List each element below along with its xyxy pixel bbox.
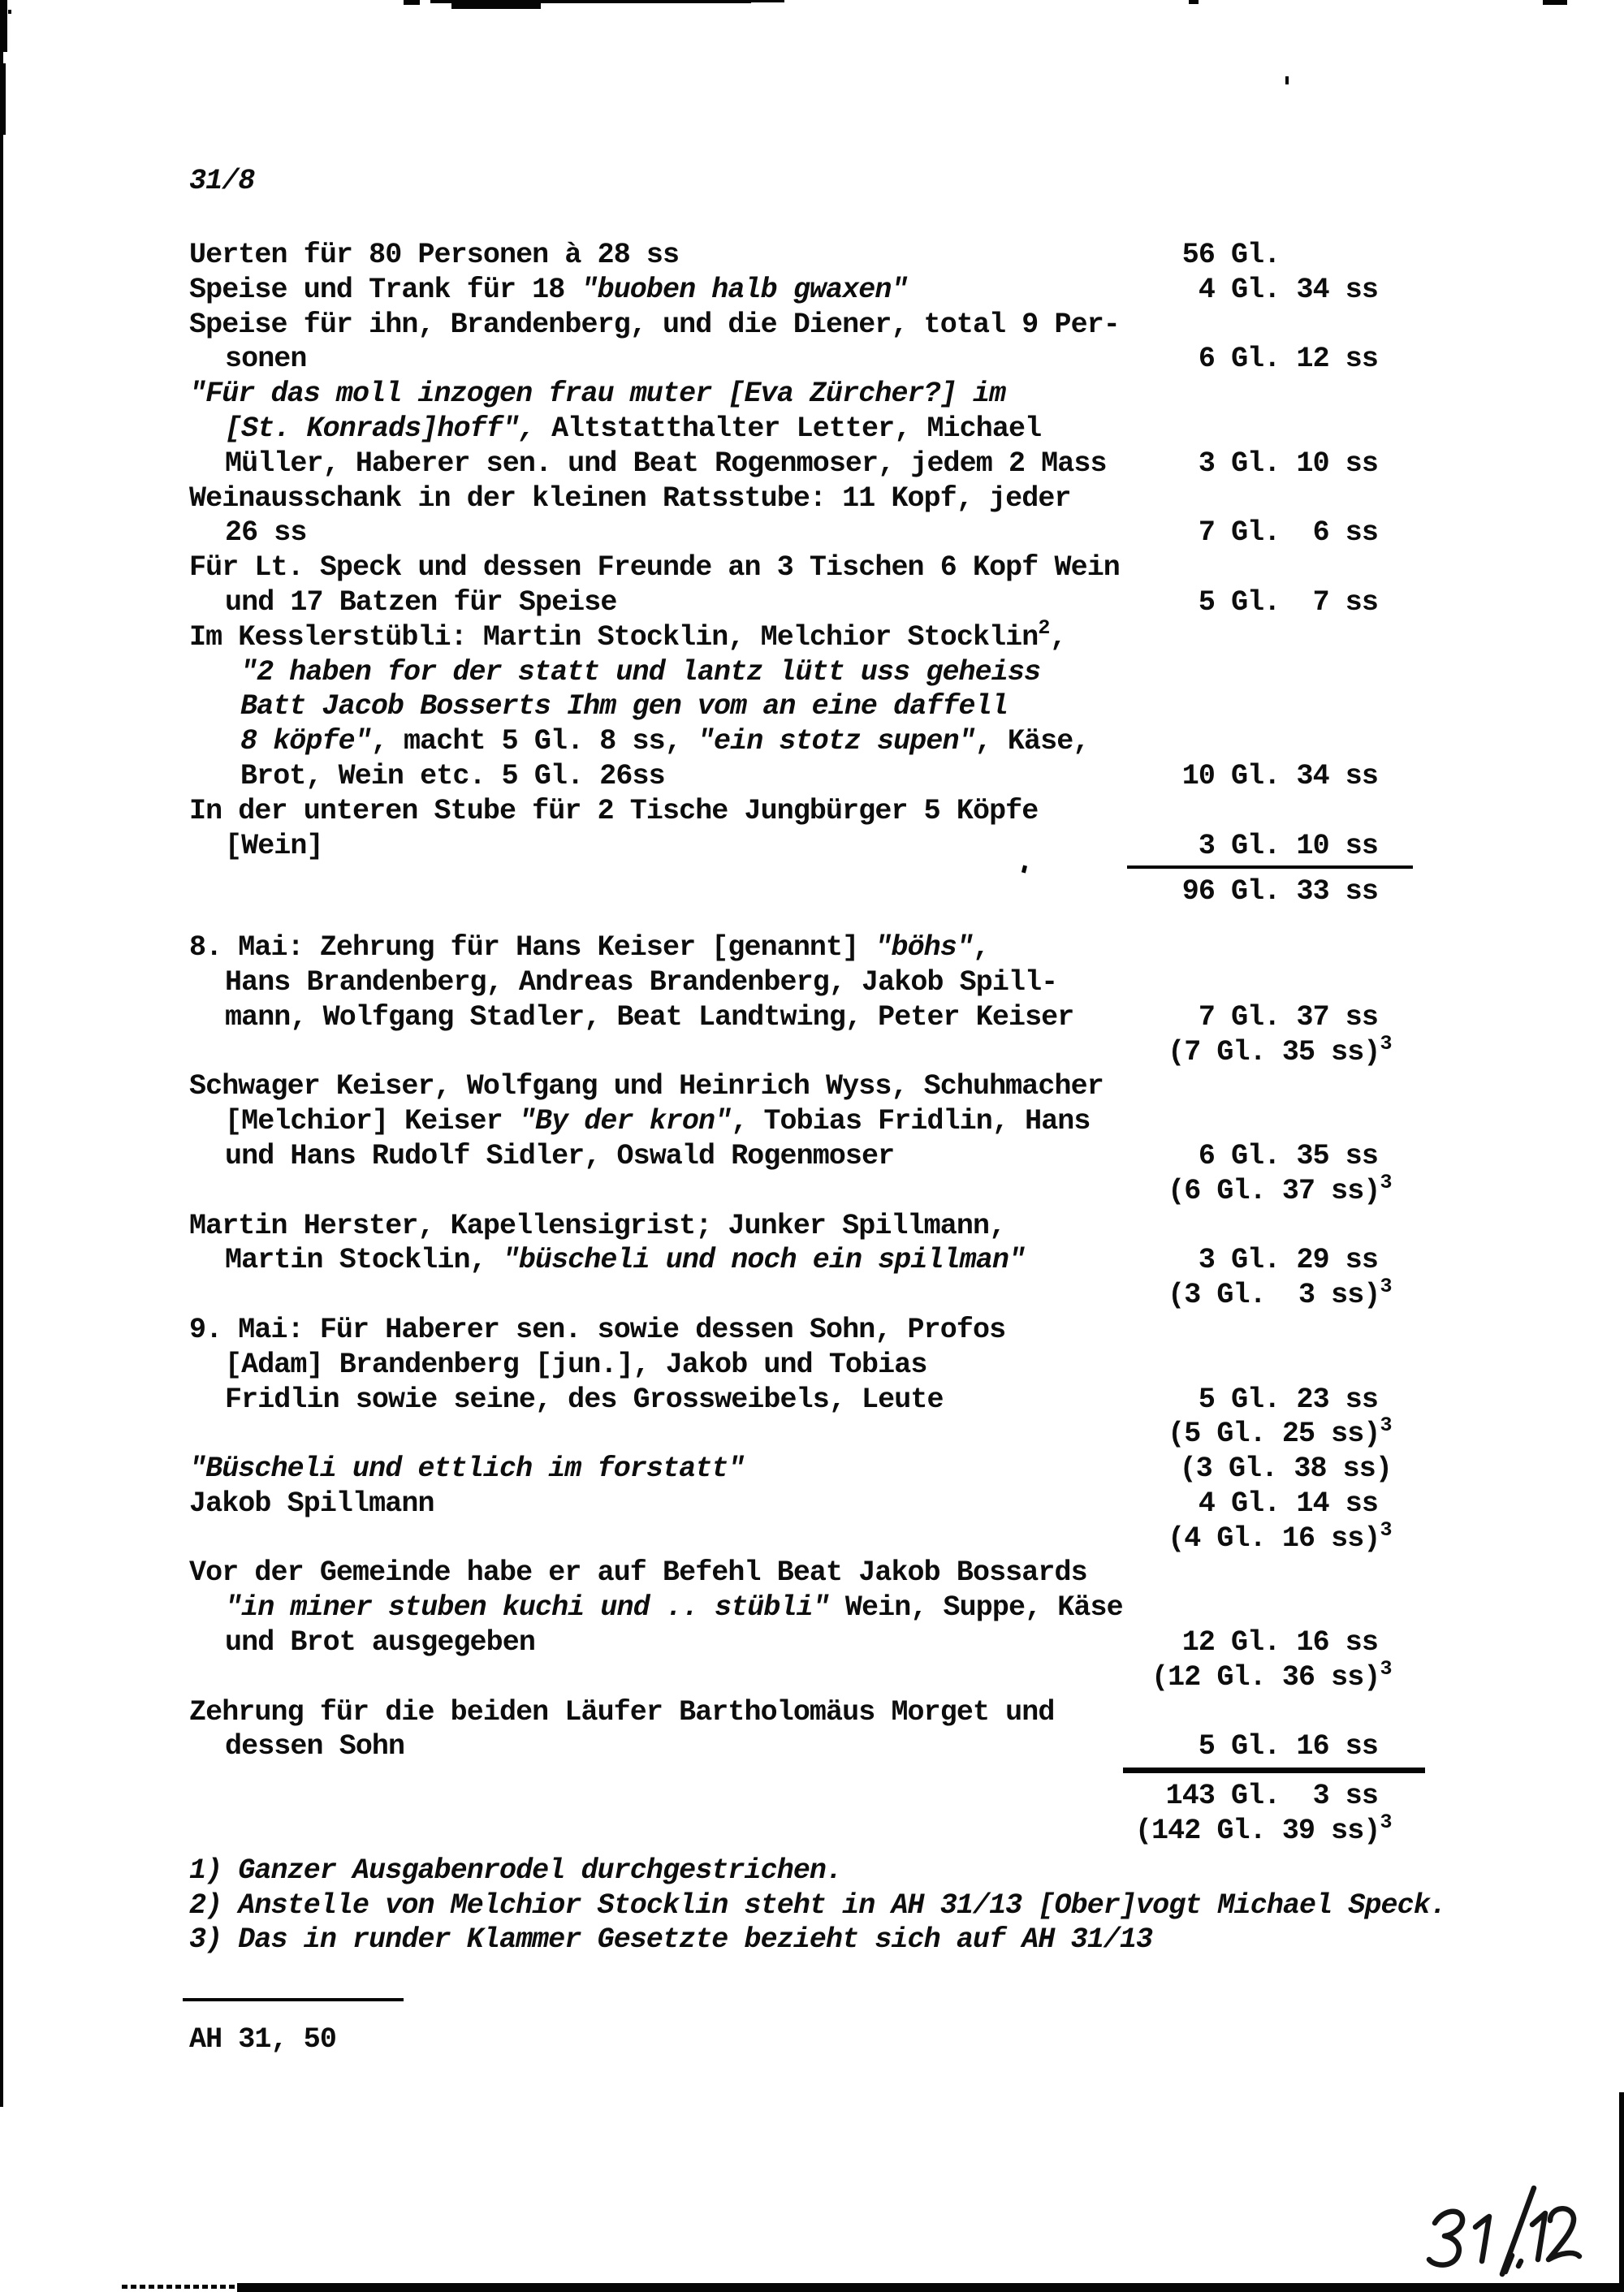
document-line [189,1275,1624,1313]
line-text: , macht 5 Gl. 8 ss, [370,725,698,758]
scan-artifact-dot-tl [8,10,11,14]
document-line [189,550,1624,585]
amount-value: 7 Gl. 6 ss [1198,516,1378,550]
line-text: "büscheli und noch ein spillman" [502,1244,1026,1277]
scan-artifact-right-line [1619,2092,1624,2292]
document-line [189,874,1624,909]
scan-artifact-bottom-bar [237,2283,1624,2292]
document-line [189,412,1624,447]
footnote-marker: 3 [1380,1170,1392,1194]
document-line [189,1625,1624,1660]
line-text: Vor der Gemeinde habe er auf Befehl Beat Jakob Bossards [189,1556,1087,1590]
scan-artifact-left-bar-2 [0,63,6,135]
amount-value: (3 Gl. 38 ss) [1179,1452,1392,1486]
line-text: 8. Mai: Zehrung für Hans Keiser [genannt] [189,931,875,965]
document-line [189,1104,1624,1139]
document-line [189,1243,1624,1278]
amount-value: 3 Gl. 29 ss [1198,1244,1378,1277]
line-text: 8 köpfe" [240,725,371,758]
document-line [189,655,1624,690]
line-text: "Für das moll inzogen frau muter [Eva Zürcher?] im [189,378,1006,411]
scan-artifact-top-tick-a [404,0,420,5]
document-line [189,1811,1624,1849]
document-line [189,516,1624,550]
document-line [189,1414,1624,1452]
line-text: Batt Jacob Bosserts Ihm gen vom an eine daffell [240,690,1008,723]
document-line [189,481,1624,516]
amount-value: (3 Gl. 3 ss)$^3$ [1168,1275,1392,1312]
line-text: dessen Sohn [225,1730,405,1763]
document-line [189,1517,1624,1556]
line-text: "2 haben for der statt und lantz lütt uss geheiss [240,655,1041,688]
document-line [189,308,1624,343]
amount-value: (142 Gl. 39 ss)$^3$ [1134,1811,1392,1848]
line-text: , [1049,620,1067,654]
amount-value: 6 Gl. 12 ss [1198,343,1378,376]
line-text: 26 ss [225,516,307,550]
document-body [189,238,1624,2057]
footnote-marker: 3 [1380,1031,1392,1055]
handwritten-note [1410,2178,1597,2284]
amount-value: 4 Gl. 34 ss [1198,273,1378,306]
document-line [189,585,1624,620]
line-text: In der unteren Stube für 2 Tische Jungbürger 5 Köpfe [189,794,1039,827]
amount-value: 6 Gl. 35 ss [1198,1139,1378,1172]
document-line [189,1313,1624,1348]
document-line [189,1209,1624,1244]
page-label: 31/8 [189,165,255,197]
scan-artifact-top-tick-c [1189,0,1199,4]
handwriting-31-12-strokes [1410,2178,1597,2284]
amount-value: 3 Gl. 10 ss [1198,447,1378,480]
amount-value: 5 Gl. 23 ss [1198,1383,1378,1416]
amount-value: 56 Gl. [1181,239,1378,271]
scan-artifact-speck-a [1285,76,1289,84]
line-gap [189,909,1624,930]
document-line [189,615,1624,655]
amount-value: 143 Gl. 3 ss [1165,1780,1378,1813]
line-text: Fridlin sowie seine, des Grossweibels, Leute [225,1383,944,1416]
line-text: "Büscheli und ettlich im forstatt" [189,1452,745,1486]
document-line [189,1452,1624,1487]
line-text: "buoben halb gwaxen" [581,273,908,306]
line-text: Zehrung für die beiden Läufer Bartholomäus Morget und [189,1695,1055,1729]
line-text: Martin Herster, Kapellensigrist; Junker Spillmann, [189,1209,1006,1242]
amount-value: 10 Gl. 34 ss [1181,759,1378,792]
line-text: Jakob Spillmann [189,1487,434,1520]
document-line [189,238,1624,273]
document-line [189,1556,1624,1591]
scan-artifact-top-tick-b [747,0,784,2]
document-line [189,1000,1624,1035]
footnote-marker: 3 [1380,1517,1392,1542]
amount-value: 96 Gl. 33 ss [1181,875,1378,909]
line-text: mann, Wolfgang Stadler, Beat Landtwing, Peter Keiser [225,1000,1074,1034]
document-line [189,1591,1624,1625]
document-line [189,965,1624,1000]
line-text: AH 31, 50 [189,2023,336,2057]
document-line [189,759,1624,794]
document-line [189,1139,1624,1174]
line-text: , [972,931,990,965]
amount-value: 12 Gl. 16 ss [1181,1626,1378,1660]
line-text: , Tobias Fridlin, Hans [731,1105,1091,1138]
line-text: Für Lt. Speck und dessen Freunde an 3 Tischen 6 Kopf Wein [189,551,1120,585]
document-line [189,689,1624,724]
footnote-marker: 2 [1038,615,1050,640]
amount-value: 5 Gl. 16 ss [1198,1730,1378,1763]
line-text: sonen [225,343,307,376]
footnote-marker: 3 [1380,1275,1392,1299]
document-line [189,342,1624,377]
line-gap [189,2001,1624,2022]
amount-value: 7 Gl. 37 ss [1198,1000,1378,1034]
document-line [189,829,1624,864]
line-text: "böhs" [875,931,973,965]
line-text: und Brot ausgegeben [225,1626,535,1660]
document-line [189,1923,1624,1957]
line-text: Brot, Wein etc. 5 Gl. 26ss [240,759,665,792]
line-text: Uerten für 80 Personen à 28 ss [189,239,680,271]
footnote-marker: 3 [1380,1656,1392,1681]
line-text: Im Kesslerstübli: Martin Stocklin, Melchior Stocklin [189,620,1039,654]
line-text: "By der kron" [518,1105,732,1138]
line-text: Hans Brandenberg, Andreas Brandenberg, Jakob Spill- [225,965,1058,999]
document-line [189,794,1624,829]
line-text: und 17 Batzen für Speise [225,585,617,619]
amount-value: (7 Gl. 35 ss)$^3$ [1168,1031,1392,1068]
line-text: , Käse, [974,725,1090,758]
scan-artifact-bottom-dashes [122,2285,240,2289]
document-line [189,724,1624,759]
line-text: 1) Ganzer Ausgabenrodel durchgestrichen. [189,1854,843,1887]
document-line [189,930,1624,965]
line-text: Weinausschank in der kleinen Ratsstube: 11 Kopf, jeder [189,481,1071,515]
line-text: Wein, Suppe, Käse [828,1591,1123,1625]
document-line [189,447,1624,481]
document-line [189,1031,1624,1070]
line-text: [Wein] [225,829,323,862]
line-text: "in miner stuben kuchi und .. stübli" [225,1591,829,1625]
amount-value: 5 Gl. 7 ss [1198,585,1378,619]
line-text: "ein stotz supen" [697,725,975,758]
document-line [189,1888,1624,1923]
line-text: 2) Anstelle von Melchior Stocklin steht in AH 31/13 [Ober]vogt Michael Speck. [189,1888,1446,1922]
document-line [189,1069,1624,1104]
document-line [189,273,1624,308]
sum-rule-amount-double [189,1764,1624,1779]
scan-artifact-left-line [0,0,3,2107]
line-gap [189,1957,1624,1998]
scan-artifact-top-bar [451,0,541,9]
line-text: und Hans Rudolf Sidler, Oswald Rogenmoser [225,1139,895,1172]
line-text: Martin Stocklin, [225,1244,503,1277]
line-text: [St. Konrads]hoff", [225,412,535,445]
sum-rule-amount-single [189,863,1624,874]
amount-value: (4 Gl. 16 ss)$^3$ [1168,1517,1392,1555]
amount-value: 3 Gl. 10 ss [1198,829,1378,862]
line-text: Speise für ihn, Brandenberg, und die Diener, total 9 Per- [189,308,1120,341]
document-line [189,377,1624,412]
line-text: Schwager Keiser, Wolfgang und Heinrich Wyss, Schuhmacher [189,1070,1104,1103]
line-text: Speise und Trank für 18 [189,273,581,306]
amount-value: 4 Gl. 14 ss [1198,1487,1378,1520]
line-text: 9. Mai: Für Haberer sen. sowie dessen Sohn, Profos [189,1313,1006,1346]
scan-artifact-top-tick-d [1543,0,1567,5]
line-text: Müller, Haberer sen. und Beat Rogenmoser, jedem 2 Mass [225,447,1107,480]
document-line [189,1348,1624,1383]
footnote-marker: 3 [1380,1414,1392,1438]
amount-value: (5 Gl. 25 ss)$^3$ [1168,1414,1392,1451]
document-line [189,1170,1624,1209]
document-line [189,1729,1624,1764]
document-line [189,1383,1624,1418]
document-line [189,1656,1624,1695]
document-line [189,1854,1624,1888]
footnote-marker: 3 [1380,1811,1392,1835]
document-line [189,1695,1624,1730]
amount-value: (6 Gl. 37 ss)$^3$ [1168,1170,1392,1207]
line-text: 3) Das in runder Klammer Gesetzte bezieht sich auf AH 31/13 [189,1923,1153,1957]
amount-value: (12 Gl. 36 ss)$^3$ [1151,1656,1392,1694]
line-text: [Melchior] Keiser [225,1105,519,1138]
line-text: [Adam] Brandenberg [jun.], Jakob und Tobias [225,1348,927,1381]
document-line [189,1487,1624,1522]
document-line [189,1779,1624,1814]
document-line [189,2022,1624,2057]
line-text: Altstatthalter Letter, Michael [534,412,1042,445]
